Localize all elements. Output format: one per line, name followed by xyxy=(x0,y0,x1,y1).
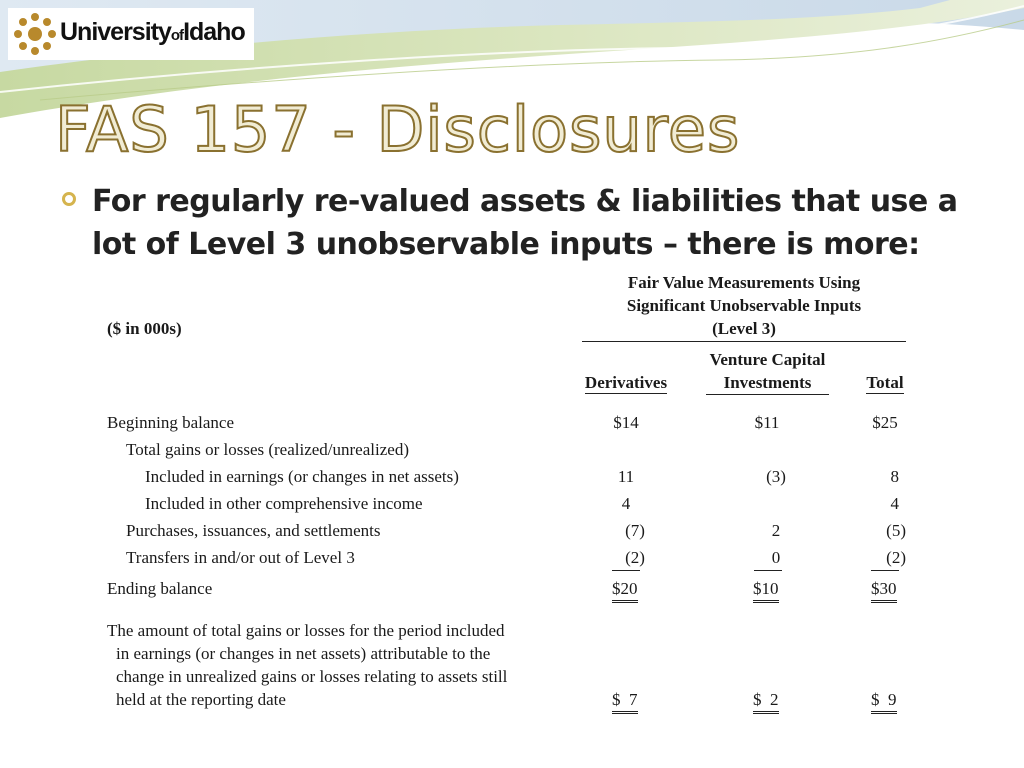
row-label-transfers: Transfers in and/or out of Level 3 xyxy=(126,548,355,567)
bullet-text: For regularly re-valued assets & liabilities that use a lot of Level 3 unobservable inputs – there is more: xyxy=(92,184,958,262)
row-label-total-gains: Total gains or losses (realized/unrealized) xyxy=(126,440,409,459)
row-label-unrealized-line2: in earnings (or changes in net assets) attributable to the xyxy=(116,644,491,663)
university-logo xyxy=(8,8,254,60)
logo-wordmark: UniversityofIdaho xyxy=(60,18,245,46)
row-label-ending: Ending balance xyxy=(107,579,213,598)
cell-ending-vc: $10 xyxy=(753,579,779,599)
row-label-unrealized-line1: The amount of total gains or losses for the period included xyxy=(107,621,505,640)
cell-ending-derivatives: $20 xyxy=(612,579,638,599)
cell-earnings-vc: (3) xyxy=(766,467,786,486)
cell-transfers-vc: 0 xyxy=(771,548,781,567)
cell-purchases-vc: 2 xyxy=(771,521,781,540)
cell-purchases-derivatives: (7) xyxy=(625,521,645,540)
cell-earnings-total: 8 xyxy=(890,467,899,486)
col-header-total: Total xyxy=(866,373,904,392)
cell-purchases-total: (5) xyxy=(886,521,906,540)
row-label-purchases: Purchases, issuances, and settlements xyxy=(126,521,381,540)
cell-oci-derivatives: 4 xyxy=(621,494,631,513)
col-header-vc-line2: Investments xyxy=(706,373,829,395)
bullet-icon xyxy=(62,192,76,206)
col-header-vc-line1: Venture Capital xyxy=(709,350,826,369)
subtotal-rule-vc xyxy=(754,570,782,571)
cell-beginning-vc: $11 xyxy=(754,413,780,432)
group-header-rule xyxy=(582,341,906,342)
row-label-unrealized-line3: change in unrealized gains or losses relating to assets still xyxy=(116,667,508,686)
row-label-oci: Included in other comprehensive income xyxy=(145,494,423,513)
cell-unrealized-vc: $ 2 xyxy=(753,690,779,710)
cell-unrealized-derivatives: $ 7 xyxy=(612,690,638,710)
cell-transfers-derivatives: (2) xyxy=(625,548,645,567)
sun-emblem-icon xyxy=(14,13,56,55)
cell-ending-total: $30 xyxy=(871,579,897,599)
cell-beginning-derivatives: $14 xyxy=(613,413,639,432)
subtotal-rule-derivatives xyxy=(612,570,640,571)
group-header-line3: (Level 3) xyxy=(712,319,776,338)
cell-transfers-total: (2) xyxy=(886,548,906,567)
slide-title: FAS 157 - Disclosures xyxy=(55,93,741,166)
col-header-derivatives: Derivatives xyxy=(584,373,668,392)
subtotal-rule-total xyxy=(871,570,899,571)
cell-beginning-total: $25 xyxy=(872,413,898,432)
cell-oci-total: 4 xyxy=(890,494,899,513)
cell-earnings-derivatives: 11 xyxy=(617,467,635,486)
units-label: ($ in 000s) xyxy=(107,319,182,338)
row-label-earnings: Included in earnings (or changes in net assets) xyxy=(145,467,459,486)
group-header-line2: Significant Unobservable Inputs xyxy=(626,296,862,315)
group-header-line1: Fair Value Measurements Using xyxy=(627,273,861,292)
row-label-unrealized-line4: held at the reporting date xyxy=(116,690,286,709)
row-label-beginning: Beginning balance xyxy=(107,413,234,432)
cell-unrealized-total: $ 9 xyxy=(871,690,897,710)
